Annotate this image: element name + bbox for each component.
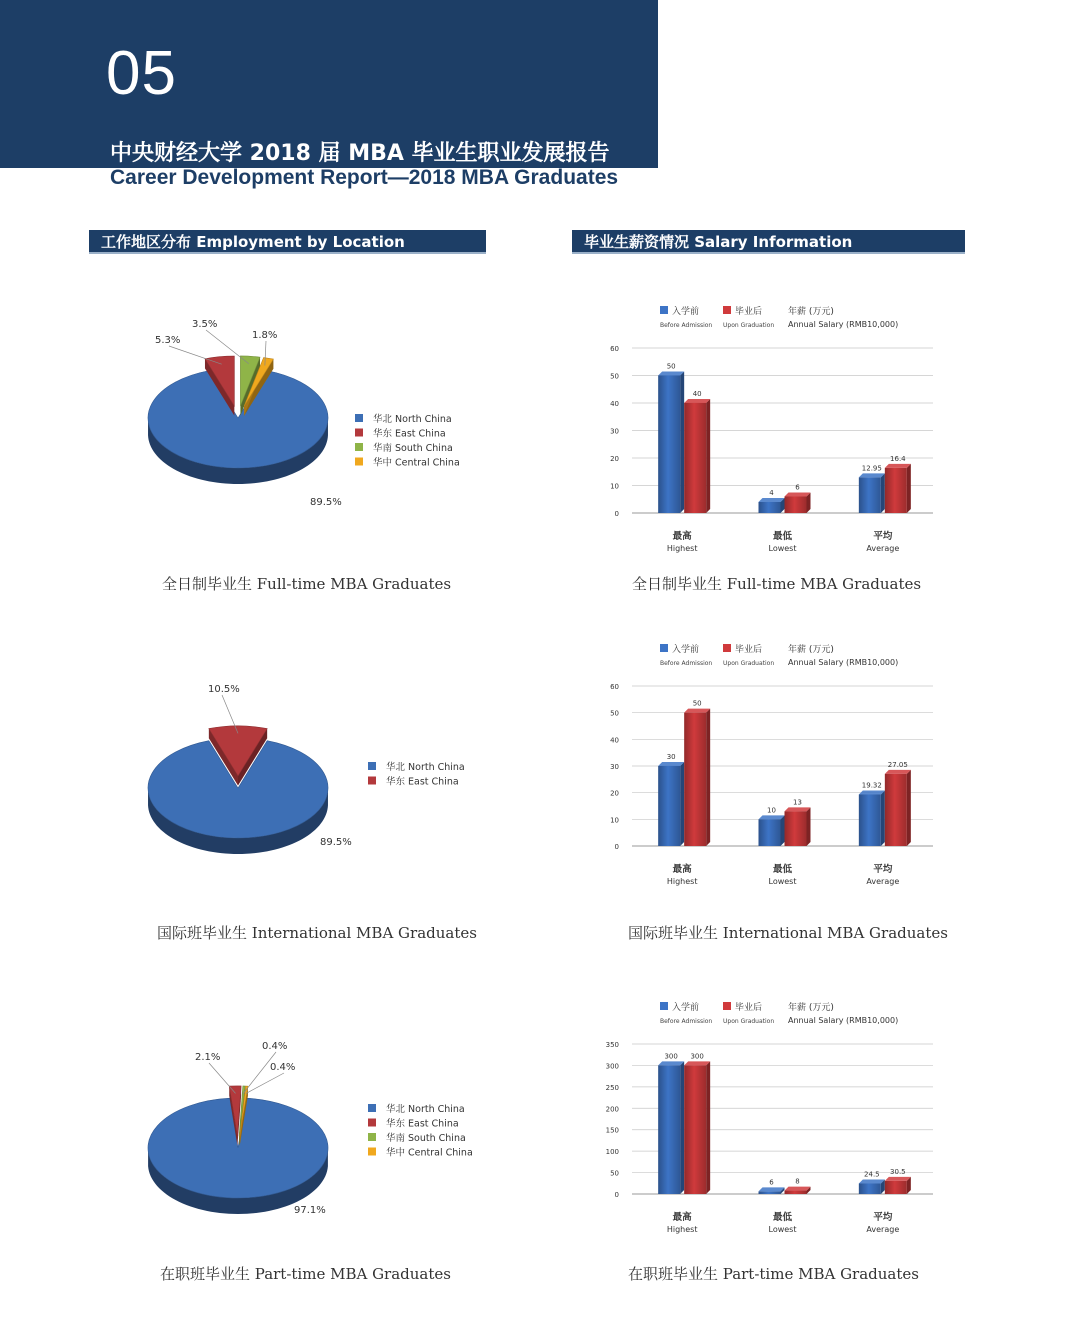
bar-top (859, 1180, 885, 1184)
x-tick-label-en: Lowest (768, 1225, 797, 1234)
y-tick-label: 0 (614, 1191, 619, 1199)
bar-side (881, 790, 885, 846)
bar-side (706, 709, 710, 846)
pie-value-label: 0.4% (262, 1041, 288, 1052)
y-tick-label: 40 (610, 736, 619, 745)
bar-chart-fulltime (600, 298, 945, 563)
legend-label: 毕业后 (735, 645, 763, 655)
legend-label: 华东 East China (386, 776, 459, 788)
bar-legend (660, 305, 898, 329)
bar (684, 403, 706, 513)
x-tick-label: 最高 (672, 531, 692, 542)
y-tick-label: 100 (605, 1148, 619, 1157)
legend-label-en: Upon Graduation (723, 1018, 775, 1025)
y-tick-label: 50 (610, 709, 619, 718)
bar (658, 376, 680, 514)
y-tick-label: 30 (610, 427, 619, 436)
pie-value-label: 1.8% (252, 330, 278, 341)
legend-label: 入学前 (672, 1003, 700, 1013)
legend-label: 毕业后 (735, 1003, 763, 1013)
x-tick-label-en: Lowest (768, 544, 797, 553)
y-tick-label: 40 (610, 400, 619, 408)
bar-top (684, 1061, 710, 1065)
bar-gridlines (606, 1041, 933, 1199)
bar-top (885, 1177, 911, 1181)
bar (885, 468, 907, 513)
bar-data-label: 300 (690, 1052, 704, 1061)
pie-value-label: 5.3% (155, 335, 181, 346)
legend-swatch (355, 443, 363, 451)
bar-data-label: 12.95 (861, 464, 882, 473)
y-tick-label: 250 (605, 1083, 619, 1092)
bar-side (881, 473, 885, 513)
bar-top (658, 372, 684, 376)
pie-slice (148, 371, 328, 468)
bar-data-label: 6 (795, 483, 800, 492)
bar-data-label: 50 (692, 699, 702, 708)
legend-label: 华南 South China (386, 1133, 466, 1144)
pie-slices (148, 1086, 328, 1214)
x-tick-label: 平均 (873, 531, 893, 542)
bar-side (680, 372, 684, 514)
x-tick-label-en: Highest (666, 877, 698, 886)
legend-swatch (368, 1119, 376, 1127)
bar (759, 819, 781, 846)
x-tick-label: 最高 (672, 864, 692, 875)
bar-data-label: 6 (769, 1178, 774, 1187)
bar-data-label: 30.5 (890, 1167, 906, 1176)
pie-value-label: 0.4% (270, 1062, 296, 1073)
legend-label: 入学前 (672, 645, 700, 655)
legend-swatch (368, 777, 376, 785)
x-tick-label-en: Average (866, 877, 900, 886)
unit-label-cn: 年薪 (万元) (788, 645, 834, 655)
bar (684, 1065, 706, 1194)
report-title-en: Career Development Report—2018 MBA Graduates (110, 166, 619, 189)
y-tick-label: 60 (610, 345, 619, 353)
pie-value-label: 97.1% (294, 1205, 326, 1216)
bar-side (781, 815, 785, 846)
pie-leader-line (169, 346, 222, 364)
bar-data-label: 40 (692, 390, 702, 398)
legend-swatch (660, 1002, 668, 1010)
unit-label-en: Annual Salary (RMB10,000) (788, 658, 899, 667)
y-tick-label: 10 (610, 816, 619, 825)
y-tick-label: 0 (614, 510, 619, 518)
x-tick-label: 最高 (672, 1212, 692, 1223)
bar-data-label: 50 (666, 362, 676, 371)
caption-fulltime-pie: 全日制毕业生 Full-time MBA Graduates (162, 575, 452, 593)
pie-legend (355, 413, 460, 469)
y-tick-label: 200 (605, 1105, 619, 1114)
bar (785, 1191, 807, 1194)
bar-data-label: 16.4 (890, 454, 906, 463)
section-location-title: 工作地区分布 Employment by Location (89, 230, 486, 254)
bar (785, 497, 807, 514)
bar-top (759, 498, 785, 502)
caption-intl-pie: 国际班毕业生 International MBA Graduates (157, 924, 477, 942)
legend-swatch (368, 1104, 376, 1112)
caption-fulltime-bar: 全日制毕业生 Full-time MBA Graduates (632, 575, 922, 593)
y-tick-label: 20 (610, 455, 619, 463)
y-tick-label: 350 (605, 1041, 619, 1049)
legend-label-en: Before Admission (660, 1018, 713, 1025)
bar-side (680, 1061, 684, 1194)
legend-label: 华中 Central China (373, 457, 460, 469)
bar-top (759, 815, 785, 819)
x-tick-label-en: Highest (666, 544, 698, 553)
bar-top (785, 493, 811, 497)
bar-top (859, 473, 885, 477)
bar-side (706, 399, 710, 513)
legend-swatch (368, 762, 376, 770)
bar (658, 1065, 680, 1194)
bar (759, 502, 781, 513)
bar-top (859, 790, 885, 794)
y-tick-label: 300 (605, 1062, 619, 1071)
legend-label: 华中 Central China (386, 1147, 473, 1159)
pie-slices (148, 726, 328, 854)
bar-top (885, 770, 911, 774)
legend-swatch (723, 306, 731, 314)
x-tick-label: 最低 (772, 531, 793, 542)
x-tick-label: 平均 (873, 1212, 893, 1223)
y-tick-label: 20 (610, 789, 619, 798)
report-title-cn: 中央财经大学 2018 届 MBA 毕业生职业发展报告 (110, 141, 610, 166)
legend-swatch (368, 1133, 376, 1141)
bar-data-label: 19.32 (861, 781, 882, 790)
x-tick-label: 平均 (873, 864, 893, 875)
bar-top (658, 1061, 684, 1065)
bar (885, 1181, 907, 1194)
section-number: 05 (106, 39, 177, 108)
y-tick-label: 50 (610, 1169, 619, 1178)
bar-chart-international (600, 636, 945, 896)
unit-label-en: Annual Salary (RMB10,000) (788, 320, 899, 329)
y-tick-label: 10 (610, 482, 619, 491)
legend-label: 华北 North China (386, 762, 465, 773)
pie-leader-line (209, 1063, 236, 1093)
bar-legend (660, 643, 898, 667)
legend-swatch (660, 644, 668, 652)
legend-swatch (355, 458, 363, 466)
pie-value-label: 89.5% (320, 837, 352, 848)
x-tick-label: 最低 (772, 1212, 793, 1223)
legend-label-en: Upon Graduation (723, 322, 775, 329)
bar-top (684, 399, 710, 403)
pie-value-label: 3.5% (192, 319, 218, 330)
bar-data-label: 8 (795, 1177, 800, 1186)
legend-label: 毕业后 (735, 307, 763, 317)
y-tick-label: 60 (610, 683, 619, 691)
bar-top (658, 762, 684, 766)
pie-value-label: 10.5% (208, 684, 240, 695)
bar-series (658, 700, 911, 846)
bar-data-label: 4 (769, 489, 774, 497)
x-tick-label: 最低 (772, 864, 793, 875)
legend-label-en: Upon Graduation (723, 660, 775, 667)
legend-label: 华东 East China (386, 1118, 459, 1130)
legend-swatch (368, 1148, 376, 1156)
bar-chart-parttime (600, 994, 945, 1244)
legend-swatch (355, 414, 363, 422)
bar-top (885, 464, 911, 468)
x-tick-label-en: Average (866, 544, 900, 553)
caption-parttime-pie: 在职班毕业生 Part-time MBA Graduates (160, 1265, 451, 1283)
y-tick-label: 150 (605, 1126, 619, 1135)
unit-label-cn: 年薪 (万元) (788, 1003, 834, 1013)
bar-top (684, 709, 710, 713)
bar-side (706, 1061, 710, 1194)
bar-series (658, 363, 911, 514)
x-tick-label-en: Highest (666, 1225, 698, 1234)
section-salary-title: 毕业生薪资情况 Salary Information (572, 230, 965, 254)
bar (785, 811, 807, 846)
bar-top (785, 807, 811, 811)
y-tick-label: 30 (610, 763, 619, 771)
legend-label: 华北 North China (386, 1104, 465, 1115)
bar (684, 713, 706, 846)
legend-swatch (723, 1002, 731, 1010)
bar-data-label: 13 (793, 798, 802, 807)
bar-legend (660, 1001, 898, 1025)
pie-slices (148, 356, 328, 484)
pie-value-label: 2.1% (195, 1052, 221, 1063)
bar-data-label: 27.05 (887, 760, 908, 769)
pie-legend (368, 1103, 473, 1159)
legend-label: 华南 South China (373, 443, 453, 454)
bar (859, 1184, 881, 1195)
pie-legend (368, 761, 465, 788)
legend-label-en: Before Admission (660, 322, 713, 329)
legend-label: 华北 North China (373, 414, 452, 425)
pie-chart-fulltime (100, 300, 520, 530)
bar-side (680, 762, 684, 846)
bar (759, 1191, 781, 1194)
bar-data-label: 24.5 (864, 1170, 880, 1179)
bar-data-label: 30 (666, 753, 676, 761)
bar-side (807, 807, 811, 846)
y-tick-label: 0 (614, 843, 619, 851)
bar (658, 766, 680, 846)
bar-top (785, 1187, 811, 1191)
bar (859, 794, 881, 846)
legend-swatch (660, 306, 668, 314)
bar-data-label: 10 (767, 806, 776, 815)
bar (859, 477, 881, 513)
caption-parttime-bar: 在职班毕业生 Part-time MBA Graduates (628, 1265, 919, 1283)
legend-label-en: Before Admission (660, 660, 713, 667)
unit-label-cn: 年薪 (万元) (788, 307, 834, 317)
unit-label-en: Annual Salary (RMB10,000) (788, 1016, 899, 1025)
bar-side (907, 464, 911, 513)
legend-swatch (355, 429, 363, 437)
x-tick-label-en: Lowest (768, 877, 797, 886)
pie-chart-parttime (100, 1030, 520, 1230)
legend-label: 入学前 (672, 307, 700, 317)
legend-label: 华东 East China (373, 428, 446, 440)
bar (885, 774, 907, 846)
bar-data-label: 300 (664, 1052, 678, 1061)
pie-chart-international (100, 670, 520, 870)
pie-value-label: 89.5% (310, 497, 342, 508)
caption-intl-bar: 国际班毕业生 International MBA Graduates (628, 924, 948, 942)
x-tick-label-en: Average (866, 1225, 900, 1234)
bar-side (907, 770, 911, 846)
legend-swatch (723, 644, 731, 652)
y-tick-label: 50 (610, 372, 619, 381)
bar-top (759, 1187, 785, 1191)
